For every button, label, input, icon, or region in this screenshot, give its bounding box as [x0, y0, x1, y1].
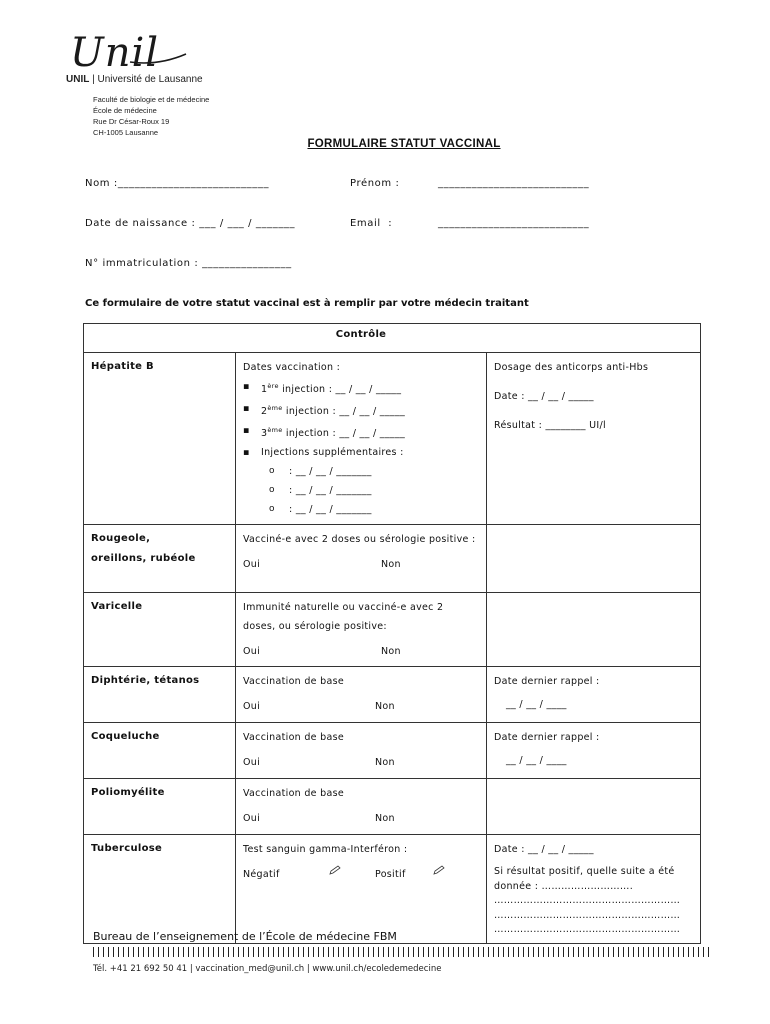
coqueluche-rappel-label: Date dernier rappel : — [494, 732, 600, 744]
ror-empty-cell — [487, 525, 701, 593]
document-title: FORMULAIRE STATUT VACCINAL — [307, 138, 501, 150]
tuberculose-test-label: Test sanguin gamma-Interféron : — [243, 844, 408, 856]
varicelle-oui-option[interactable]: Oui — [243, 646, 261, 658]
varicelle-empty-cell — [487, 593, 701, 667]
table-row — [84, 353, 701, 525]
address-line: Rue Dr César-Roux 19 — [93, 117, 170, 126]
disease-ror: Rougeole, oreillons, rubéole — [84, 525, 236, 593]
hepb-dates-cell[interactable] — [236, 353, 487, 525]
tuberculose-cell[interactable] — [236, 835, 487, 944]
table-row — [84, 593, 701, 667]
tuberculose-dots-line[interactable]: ………………………………………………… — [494, 895, 681, 907]
varicelle-non-option[interactable]: Non — [381, 646, 401, 658]
diphterie-rappel-date[interactable]: __ / __ / ____ — [506, 699, 567, 711]
disease-polio: Poliomyélite — [84, 779, 236, 835]
polio-empty-cell — [487, 779, 701, 835]
coqueluche-rappel-date[interactable]: __ / __ / ____ — [506, 755, 567, 767]
table-row — [84, 835, 701, 944]
varicelle-cell[interactable] — [236, 593, 487, 667]
table-row — [84, 667, 701, 723]
coqueluche-rappel-cell[interactable] — [487, 723, 701, 779]
polio-oui-option[interactable]: Oui — [243, 813, 261, 825]
tuberculose-positif-option[interactable]: Positif — [375, 869, 406, 881]
prenom-label: Prénom : — [350, 178, 400, 189]
diphterie-rappel-cell[interactable] — [487, 667, 701, 723]
matricule-field[interactable]: N° immatriculation : ________________ — [85, 258, 292, 269]
prenom-field[interactable]: ___________________________ — [438, 178, 590, 189]
hepb-dates-label: Dates vaccination : — [243, 362, 341, 373]
hepb-dosage-label: Dosage des anticorps anti-Hbs — [494, 362, 649, 373]
unil-logo: Unil — [70, 30, 160, 76]
control-header: Contrôle — [236, 324, 487, 353]
footer-title: Bureau de l’enseignement de l’École de médecine FBM — [93, 930, 397, 943]
university-name: UNIL | Université de Lausanne — [66, 74, 203, 85]
diphterie-rappel-label: Date dernier rappel : — [494, 676, 600, 688]
tuberculose-date[interactable]: Date : __ / __ / _____ — [494, 844, 594, 856]
disease-diphterie: Diphtérie, tétanos — [84, 667, 236, 723]
hepb-injection-1[interactable]: ▪ 1ère injection : __ / __ / _____ — [243, 377, 479, 399]
table-row — [84, 525, 701, 593]
table-header-row — [84, 324, 701, 353]
nom-field[interactable]: Nom :___________________________ — [85, 178, 270, 189]
address-line: CH-1005 Lausanne — [93, 128, 159, 137]
disease-varicelle: Varicelle — [84, 593, 236, 667]
address-block — [93, 94, 209, 138]
polio-text: Vaccination de base — [243, 788, 344, 800]
coqueluche-text: Vaccination de base — [243, 732, 344, 744]
ror-oui-option[interactable]: Oui — [243, 559, 261, 571]
hepb-result[interactable]: Résultat : ________ UI/l — [494, 420, 606, 431]
footer-divider — [93, 947, 713, 957]
ror-non-option[interactable]: Non — [381, 559, 401, 571]
footer-contact: Tél. +41 21 692 50 41 | vaccination_med@unil.ch | www.unil.ch/ecoledemedecine — [93, 964, 442, 974]
hepb-dosage-cell[interactable] — [487, 353, 701, 525]
tuberculose-suite-text: Si résultat positif, quelle suite a été donnée : ………………………. — [494, 866, 675, 892]
disease-hepatite-b: Hépatite B — [84, 353, 236, 525]
tuberculose-suite-cell[interactable] — [487, 835, 701, 944]
birthdate-field[interactable]: Date de naissance : ___ / ___ / _______ — [85, 218, 296, 229]
logo-swoosh-icon — [128, 52, 188, 66]
diphterie-oui-option[interactable]: Oui — [243, 701, 261, 713]
hepb-extra-3[interactable]: o : __ / __ / _______ — [243, 500, 479, 519]
hepb-injection-3[interactable]: ▪ 3ème injection : __ / __ / _____ — [243, 421, 479, 443]
hepb-dosage-date[interactable]: Date : __ / __ / _____ — [494, 391, 594, 402]
disease-coqueluche: Coqueluche — [84, 723, 236, 779]
hepb-extra-2[interactable]: o : __ / __ / _______ — [243, 481, 479, 500]
diphterie-text: Vaccination de base — [243, 676, 344, 688]
address-line: Faculté de biologie et de médecine — [93, 95, 210, 104]
ror-text: Vacciné-e avec 2 doses ou sérologie positive : — [243, 534, 476, 546]
polio-non-option[interactable]: Non — [375, 813, 395, 825]
ror-cell[interactable] — [236, 525, 487, 593]
tuberculose-dots-line[interactable]: ………………………………………………… — [494, 909, 681, 921]
tuberculose-negatif-option[interactable]: Négatif — [243, 869, 280, 881]
polio-cell[interactable] — [236, 779, 487, 835]
disease-tuberculose: Tuberculose — [84, 835, 236, 944]
diphterie-cell[interactable] — [236, 667, 487, 723]
tuberculose-dots-line[interactable]: ………………………………………………… — [494, 924, 681, 936]
hepb-injection-2[interactable]: ▪ 2ème injection : __ / __ / _____ — [243, 399, 479, 421]
varicelle-text: Immunité naturelle ou vacciné-e avec 2 doses, ou sérologie positive: — [243, 602, 444, 633]
pencil-icon — [329, 865, 341, 875]
email-field[interactable]: ___________________________ — [438, 218, 590, 229]
coqueluche-cell[interactable] — [236, 723, 487, 779]
address-line: École de médecine — [93, 106, 157, 115]
coqueluche-oui-option[interactable]: Oui — [243, 757, 261, 769]
hepb-extra-label: ▪ Injections supplémentaires : — [243, 443, 479, 462]
diphterie-non-option[interactable]: Non — [375, 701, 395, 713]
coqueluche-non-option[interactable]: Non — [375, 757, 395, 769]
table-row — [84, 779, 701, 835]
pencil-icon — [433, 865, 445, 875]
intro-text: Ce formulaire de votre statut vaccinal est à remplir par votre médecin traitant — [85, 298, 529, 309]
hepb-extra-1[interactable]: o : __ / __ / _______ — [243, 462, 479, 481]
email-label: Email : — [350, 218, 393, 229]
vaccination-table — [83, 323, 701, 944]
table-row — [84, 723, 701, 779]
